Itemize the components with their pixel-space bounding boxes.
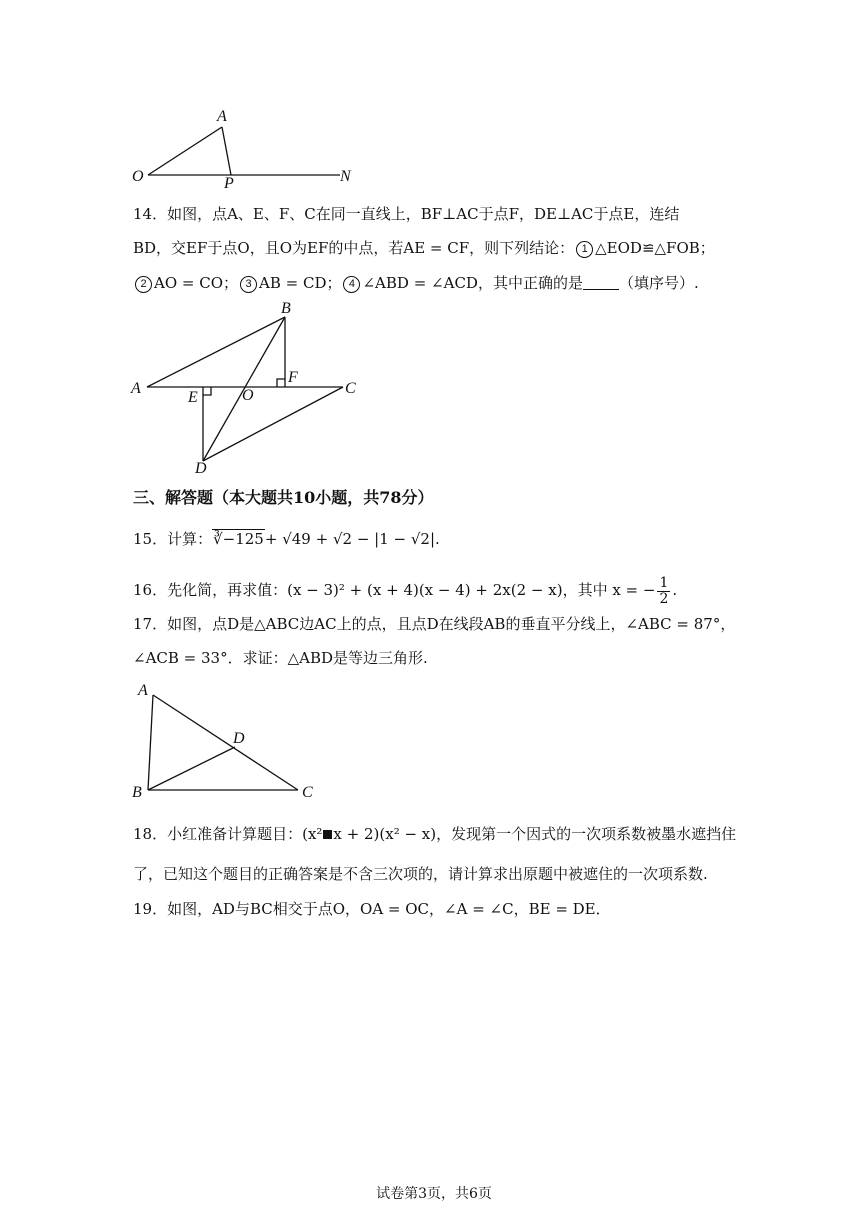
label-n: N bbox=[340, 168, 351, 185]
figure-q17 bbox=[125, 680, 325, 805]
fraction-one-half bbox=[657, 576, 670, 607]
q15 bbox=[133, 529, 440, 549]
label-o: O bbox=[242, 387, 254, 404]
q18-line1b: x + 2)(x² − x)，发现第一个因式的一次项系数被墨水遮挡住 bbox=[333, 825, 737, 843]
q15-cube-root: ∛−125 bbox=[213, 530, 264, 548]
q16 bbox=[133, 573, 677, 607]
q14-line1: 14．如图，点A、E、F、C在同一直线上，BF⊥AC于点F，DE⊥AC于点E，连结 bbox=[133, 205, 680, 223]
q16-expression: (x − 3)² + (x + 4)(x − 4) + 2x(2 − x)，其中 x = − bbox=[287, 581, 656, 599]
figure-angle-aop bbox=[125, 105, 365, 195]
label-d: D bbox=[195, 460, 207, 477]
fraction-denominator: 2 bbox=[659, 590, 669, 607]
q16-end: . bbox=[672, 581, 678, 599]
label-e: E bbox=[188, 389, 198, 406]
q18-line2: 了，已知这个题目的正确答案是不含三次项的，请计算求出原题中被遮住的一次项系数. bbox=[133, 865, 708, 883]
q16-prefix: 16．先化简，再求值： bbox=[133, 581, 288, 599]
segment-oa bbox=[148, 127, 222, 175]
segment-ap bbox=[222, 127, 231, 175]
q15-prefix: 15．计算： bbox=[133, 530, 213, 548]
q15-expression: + √49 + √2 − |1 − √2|. bbox=[264, 530, 440, 548]
q14-tail: （填序号）. bbox=[618, 274, 699, 292]
label-b: B bbox=[281, 300, 291, 317]
label-a: A bbox=[131, 380, 141, 397]
answer-blank[interactable] bbox=[583, 275, 619, 290]
label-a: A bbox=[138, 682, 148, 699]
label-p: P bbox=[224, 175, 234, 192]
label-c: C bbox=[302, 784, 313, 801]
q14-conclusion-2: AO = CO； bbox=[154, 274, 239, 292]
q14-line2 bbox=[133, 238, 715, 258]
q19: 19．如图，AD与BC相交于点O，OA = OC，∠A = ∠C，BE = DE． bbox=[133, 900, 611, 918]
q18-line1a: 18．小红准备计算题目：(x² bbox=[133, 825, 323, 843]
ink-blot-icon bbox=[323, 830, 332, 839]
q14-conclusion-1: △EOD≌△FOB； bbox=[595, 239, 715, 257]
page-footer: 试卷第3页，共6页 bbox=[376, 1186, 492, 1202]
circled-number-3: 3 bbox=[240, 276, 257, 293]
circled-number-1: 1 bbox=[576, 241, 593, 258]
label-c: C bbox=[345, 380, 356, 397]
circled-number-2: 2 bbox=[135, 276, 152, 293]
q17-line2: ∠ACB = 33°．求证：△ABD是等边三角形. bbox=[133, 649, 428, 667]
label-o: O bbox=[132, 168, 144, 185]
q14-line2-text: BD，交EF于点O，且O为EF的中点，若AE = CF，则下列结论： bbox=[133, 239, 575, 257]
q14-conclusion-3: AB = CD； bbox=[259, 274, 342, 292]
q14-line3 bbox=[133, 273, 699, 293]
q14-conclusion-4: ∠ABD = ∠ACD，其中正确的是 bbox=[362, 274, 583, 292]
section-heading: 三、解答题（本大题共10小题，共78分） bbox=[133, 488, 434, 507]
q18-line1 bbox=[133, 824, 736, 844]
label-b: B bbox=[132, 784, 142, 801]
circled-number-4: 4 bbox=[343, 276, 360, 293]
q17-line1: 17．如图，点D是△ABC边AC上的点，且点D在线段AB的垂直平分线上，∠ABC = 87°， bbox=[133, 615, 736, 633]
label-a: A bbox=[217, 108, 227, 125]
label-f: F bbox=[288, 369, 298, 386]
label-d: D bbox=[233, 730, 245, 747]
fraction-numerator: 1 bbox=[659, 574, 669, 591]
